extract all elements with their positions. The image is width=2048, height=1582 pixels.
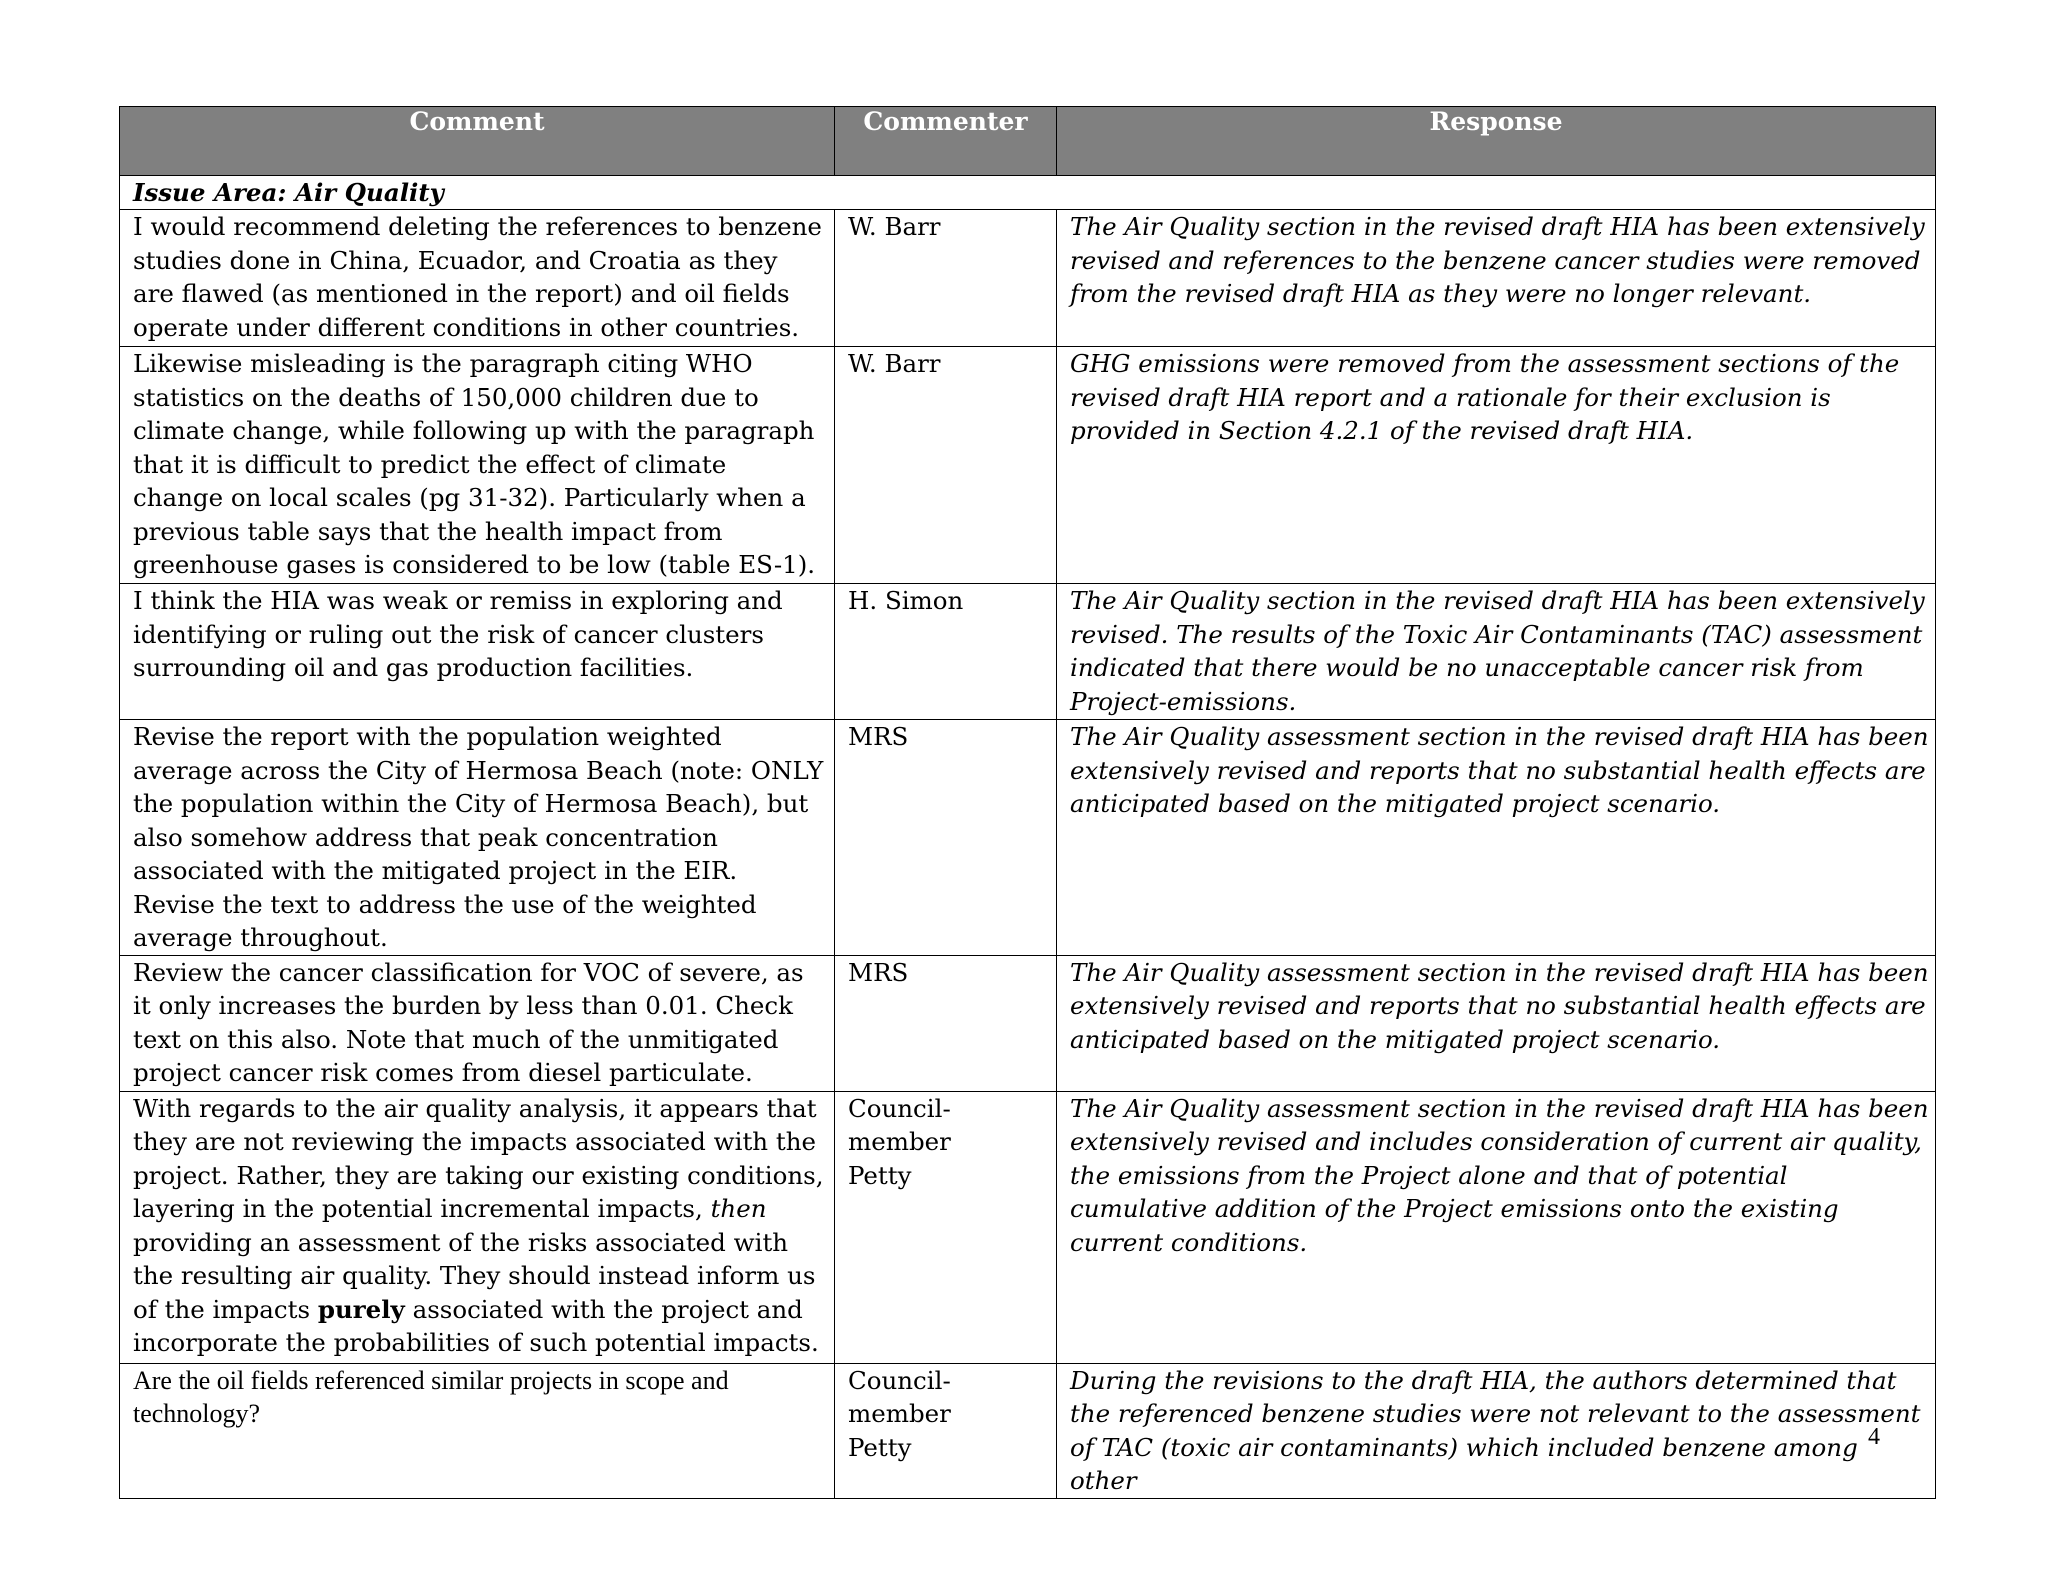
commenter-cell [835, 1363, 1057, 1498]
response-cell: GHG emissions were removed from the assessment sections of the revised draft HIA report and a rationale for their exclusion is provided in Section 4.2.1 of the revised draft HIA. [1057, 347, 1936, 584]
table-row [120, 347, 1936, 584]
table-row [120, 1363, 1936, 1498]
commenter-cell: W. Barr [835, 347, 1057, 584]
table-row [120, 1091, 1936, 1363]
response-cell: During the revisions to the draft HIA, the authors determined that the referenced benzene studies were not relevant to the assessment of TAC (toxic air contaminants) which included benzene among other [1057, 1363, 1936, 1498]
commenter-line: Council-member [848, 1093, 951, 1156]
comment-emphasis: then [710, 1194, 767, 1223]
issue-area-label: Issue Area: Air Quality [120, 176, 1936, 210]
comment-text: With regards to the air quality analysis, it appears that they are not reviewing the impacts associated with the project. Rather, they are taking our existing conditions, layering in the potential incremental impacts, [133, 1093, 824, 1223]
table-row [120, 955, 1936, 1091]
table-row [120, 210, 1936, 347]
response-cell: The Air Quality assessment section in the revised draft HIA has been extensively revised and includes consideration of current air quality, the emissions from the Project alone and that of potential cumulative addition of the Project emissions onto the existing current conditions. [1057, 1091, 1936, 1363]
response-cell: The Air Quality assessment section in the revised draft HIA has been extensively revised and reports that no substantial health effects are anticipated based on the mitigated project scenario. [1057, 720, 1936, 956]
commenter-cell: W. Barr [835, 210, 1057, 347]
commenter-cell: H. Simon [835, 584, 1057, 720]
commenter-cell: MRS [835, 720, 1057, 956]
table-header [120, 107, 1936, 176]
response-cell: The Air Quality assessment section in the revised draft HIA has been extensively revised and reports that no substantial health effects are anticipated based on the mitigated project scenario. [1057, 955, 1936, 1091]
response-cell: The Air Quality section in the revised draft HIA has been extensively revised. The results of the Toxic Air Contaminants (TAC) assessment indicated that there would be no unacceptable cancer risk from Project-emissions. [1057, 584, 1936, 720]
table-row [120, 720, 1936, 956]
response-cell: The Air Quality section in the revised draft HIA has been extensively revised and references to the benzene cancer studies were removed from the revised draft HIA as they were no longer relevant. [1057, 210, 1936, 347]
header-response: Response [1057, 107, 1936, 176]
table-row [120, 584, 1936, 720]
comment-cell: Likewise misleading is the paragraph citing WHO statistics on the deaths of 150,000 children due to climate change, while following up with the paragraph that it is difficult to predict the effect of climate change on local scales (pg 31-32). Particularly when a previous table says that the health impact from greenhouse gases is considered to be low (table ES-1). [120, 347, 835, 584]
issue-area-row [120, 176, 1936, 210]
comment-cell: Revise the report with the population weighted average across the City of Hermosa Beach (note: ONLY the population within the City of Hermosa Beach), but also somehow address that peak concentration associated with the mitigated project in the EIR. Revise the text to address the use of the weighted average throughout. [120, 720, 835, 956]
header-commenter: Commenter [835, 107, 1057, 176]
comment-text: providing an assessment of the risks associated with the resulting air quality. They should instead inform us of the impacts [133, 1227, 816, 1324]
commenter-cell: MRS [835, 955, 1057, 1091]
commenter-line: Petty [848, 1432, 912, 1462]
page-number: 4 [1868, 1424, 1880, 1450]
comment-strong: purely [317, 1294, 405, 1324]
commenter-cell [835, 1091, 1057, 1363]
commenter-line: Council-member [848, 1365, 951, 1428]
comment-cell: Are the oil fields referenced similar projects in scope and technology? [120, 1363, 835, 1498]
comment-response-table [119, 106, 1936, 1499]
commenter-line: Petty [848, 1160, 912, 1190]
comment-cell: Review the cancer classification for VOC of severe, as it only increases the burden by less than 0.01. Check text on this also. Note that much of the unmitigated project cancer risk comes from diesel particulate. [120, 955, 835, 1091]
comment-text: associated with the project and incorporate the probabilities of such potential impacts. [133, 1294, 819, 1357]
comment-cell: I would recommend deleting the references to benzene studies done in China, Ecuador, and Croatia as they are flawed (as mentioned in the report) and oil fields operate under different conditions in other countries. [120, 210, 835, 347]
header-comment: Comment [120, 107, 835, 176]
comment-cell: I think the HIA was weak or remiss in exploring and identifying or ruling out the risk of cancer clusters surrounding oil and gas production facilities. [120, 584, 835, 720]
comment-cell [120, 1091, 835, 1363]
